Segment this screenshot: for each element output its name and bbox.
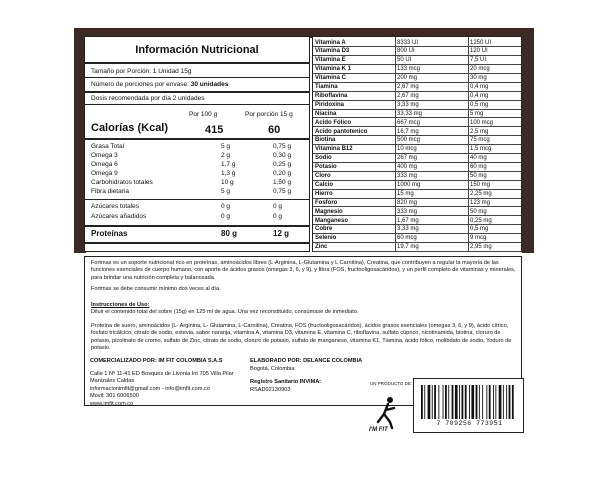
vitamin-row	[313, 226, 521, 234]
vitamin-name: Sodio	[315, 155, 332, 162]
barcode-bar	[506, 385, 507, 419]
vitamin-100g: 60 mcg	[397, 235, 417, 242]
vitamin-100g: 3,33 mg	[397, 226, 419, 233]
vitamin-portion: 50 mg	[470, 208, 487, 215]
vitamin-name: Potasio	[315, 164, 337, 171]
product-of-label: UN PRODUCTO DE:	[370, 381, 413, 386]
barcode-bar	[432, 385, 433, 419]
barcode-icon	[420, 385, 518, 419]
nutrient-portion: 0,25 g	[273, 161, 292, 168]
vitamin-row	[313, 155, 521, 163]
vitamin-portion: 20 mcg	[470, 66, 490, 73]
vitamin-100g: 133 mcg	[397, 66, 421, 73]
vitamin-name: Vitamina C	[315, 75, 346, 82]
divider	[85, 91, 309, 93]
vitamin-name: Vitamina E	[315, 57, 346, 64]
vitamin-100g: 2,67 mg	[397, 84, 419, 90]
vitamin-100g: 2,67 mg	[397, 92, 419, 99]
nutrient-row	[91, 143, 305, 152]
vitamin-name: Vitamina A	[315, 39, 346, 46]
barcode-bar	[459, 385, 460, 419]
vitamin-100g: 19,7 mg	[397, 244, 419, 251]
vitamin-portion: 1,5 mcg	[470, 146, 492, 153]
servings-label: Número de porciones por envase:	[91, 81, 191, 88]
product-description: Fortmax es un soporte nutricional rico en proteínas, aminoácidos libres (L-Arginina, L-Glutamina y L Carnitina), Creatina, que contribuyen a regular la mayoría de las funciones esenciales de cuerpo humano, con aporte de ácidos grasos (omegas 3, 6, y 9), y fibra (FOS, fructooligosacáridos), y un perfil completo de vitaminas y minerales, para brindar una nutrición completa y balanceada.	[91, 260, 516, 281]
vitamin-portion: 123 mg	[470, 199, 491, 206]
servings-value: 30 unidades	[190, 81, 229, 88]
barcode-bar	[455, 385, 458, 419]
sugar-portion: 0 g	[273, 203, 283, 210]
sugar-100g: 0 g	[221, 213, 231, 220]
sugar-name: Azúcares totales	[91, 203, 140, 210]
nutrient-name: Omega 9	[91, 170, 118, 177]
vitamin-name: Vitamina D3	[315, 48, 350, 55]
protein-row	[91, 229, 305, 238]
barcode-bar	[445, 385, 447, 419]
barcode-bar	[462, 385, 464, 419]
divider	[85, 242, 309, 244]
barcode-bar	[469, 385, 470, 419]
vitamin-100g: 15 mg	[397, 190, 414, 197]
vitamin-100g: 8333 UI	[397, 39, 419, 46]
nutrient-name: Fibra dietaria	[91, 188, 129, 195]
vitamin-row	[313, 84, 521, 92]
vitamin-row	[313, 39, 521, 47]
registry-value: RSAD02130903	[250, 386, 291, 393]
elaborated-by: ELABORADO POR: DELANCE COLOMBIA	[250, 358, 363, 364]
vitamin-100g: 267 mg	[397, 155, 418, 162]
nutrient-100g: 2 g	[221, 152, 231, 159]
vitamin-portion: 120 UI	[470, 48, 488, 55]
vitamin-name: Selenio	[315, 235, 337, 242]
sugar-portion: 0 g	[273, 213, 283, 220]
vitamin-name: Piridoxina	[315, 101, 345, 108]
nutrient-100g: 10 g	[221, 179, 234, 186]
barcode-bar	[465, 385, 467, 419]
vitamin-name: Zinc	[315, 244, 328, 251]
manufacturer-block	[250, 358, 370, 394]
nutrient-100g: 5 g	[221, 188, 231, 195]
vitamin-100g: 400 mg	[397, 164, 418, 171]
servings-per-container	[91, 81, 228, 88]
col-header-portion: Por porción 15 g	[245, 111, 293, 118]
vitamin-row	[313, 48, 521, 56]
vitamin-row	[313, 235, 521, 243]
vitamin-name: Acido pantotenico	[315, 128, 368, 135]
protein-portion: 12 g	[273, 229, 290, 238]
nutrient-portion: 0,30 g	[273, 152, 292, 159]
nutrient-portion: 0,20 g	[273, 170, 292, 177]
vitamin-name: Acido Fólico	[315, 119, 351, 126]
calories-100g: 415	[205, 124, 224, 136]
vitamin-name: Vitamina B12	[315, 146, 353, 153]
website-line: www.imfit.com.co	[90, 400, 134, 407]
vitamin-100g: 16,7 mg	[397, 128, 419, 135]
nutrient-100g: 1,3 g	[221, 170, 236, 177]
vitamin-row	[313, 217, 521, 225]
barcode-bar	[452, 385, 454, 419]
vitamin-row	[313, 164, 521, 172]
nutrient-portion: 0,75 g	[273, 143, 292, 150]
vitamin-portion: 0,5 mg	[470, 226, 489, 233]
vitamin-portion: 150 mg	[470, 181, 491, 188]
barcode-bar	[482, 385, 483, 419]
vitamin-row	[313, 92, 521, 100]
vitamin-portion: 40 mg	[470, 155, 487, 162]
barcode-bar	[512, 385, 514, 419]
vitamin-100g: 500 mcg	[397, 137, 421, 144]
divider	[85, 225, 309, 227]
vitamin-portion: 60 mg	[470, 164, 487, 171]
vitamin-portion: 0,25 mg	[470, 217, 492, 224]
barcode-bar	[424, 385, 425, 419]
ingredients-text: Proteína de suero, aminoácidos (L- Arginina, L- Glutamina, L-Carnitina), Creatina, FOS (fructooligosacáridos), ácidos grasos esenciales (omegas 3, 6, y 9), ácido cítrico, fosfato tricálcico, citrato de sodio, estevia, sabor naranja, vitamina A, vitamina D3, vitamina E, vitamina C, riboflavina, sulfato cúprico, nicotinamida, biotina, cloruro de potasio, picolinato de cromo, sulfato de Zinc, citrato de sodio, cloruro de potasio, sulfato de manganeso, vitamina K1, Tiamina, ácido fólico, molibdato de sodio, Yoduro de potasio.	[91, 323, 512, 351]
vitamin-name: Cloro	[315, 173, 331, 179]
address-line: Manizales Caldas	[90, 378, 135, 385]
commercializer-block	[90, 358, 270, 408]
barcode-bar	[421, 385, 423, 419]
vitamin-row	[313, 199, 521, 207]
sugar-100g: 0 g	[221, 203, 231, 210]
nutrient-100g: 1,7 g	[221, 161, 236, 168]
sugar-name: Azúcares añadidos	[91, 213, 147, 220]
nutrient-name: Omega 3	[91, 152, 118, 159]
barcode-bar	[443, 385, 444, 419]
vitamin-portion: 7,5 UI	[470, 57, 487, 64]
vitamin-100g: 820 mg	[397, 199, 418, 206]
nutrient-row	[91, 170, 305, 179]
sugar-row	[91, 203, 305, 212]
brand-logo-icon	[366, 392, 406, 432]
barcode-bar	[434, 385, 436, 419]
vitamin-row	[313, 146, 521, 154]
vitamin-100g: 667 mcg	[397, 119, 421, 126]
vitamin-100g: 333 mg	[397, 173, 418, 179]
sugar-row	[91, 213, 305, 222]
vitamin-portion: 2,25 mg	[470, 190, 492, 197]
protein-100g: 80 g	[221, 229, 238, 238]
barcode-bar	[438, 385, 439, 419]
instructions-text: Diluir el contenido total del sobre (15g) en 125 ml de agua. Una vez reconstituido, consúmase de inmediato.	[91, 309, 359, 315]
vitamin-portion: 2,5 mg	[470, 128, 489, 135]
nutrient-name: Grasa Total	[91, 143, 125, 150]
nutrient-name: Omega 6	[91, 161, 118, 168]
vitamin-name: Cobre	[315, 226, 333, 233]
vitamin-row	[313, 173, 521, 181]
divider	[85, 62, 309, 64]
vitamin-row	[313, 128, 521, 136]
vitamin-100g: 333 mg	[397, 208, 418, 215]
registry-label: Registro Sanitario INVIMA:	[250, 379, 322, 386]
vitamin-row	[313, 66, 521, 74]
vitamin-portion: 100 mcg	[470, 119, 494, 126]
calories-portion: 60	[268, 124, 281, 136]
vitamin-100g: 33,33 mg	[397, 110, 423, 117]
instructions-title: Instrucciones de Uso:	[91, 302, 150, 308]
vitamin-row	[313, 181, 521, 189]
vitamin-row	[313, 190, 521, 198]
barcode-bar	[476, 385, 478, 419]
calories-label: Calorías (Kcal)	[91, 122, 169, 134]
vitamin-portion: 50 mg	[470, 173, 487, 179]
vitamin-name: Vitamina K 1	[315, 66, 351, 73]
commercialized-by: COMERCIALIZADO POR: IM FIT COLOMBIA S.A.S	[90, 358, 223, 364]
vitamin-portion: 1250 UI	[470, 39, 492, 46]
vitamin-100g: 50 UI	[397, 57, 412, 64]
nutrient-row	[91, 152, 305, 161]
barcode-bar	[509, 385, 511, 419]
email-line: informacionimfit@gmail.com - info@imfit.com.co	[90, 385, 210, 392]
barcode-bar	[486, 385, 487, 419]
nutrient-portion: 1,50 g	[273, 179, 292, 186]
divider	[85, 104, 309, 105]
vitamin-row	[313, 110, 521, 118]
vitamin-name: Calcio	[315, 181, 334, 188]
protein-name: Proteínas	[91, 229, 128, 238]
serving-size: Tamaño por Porción: 1 Unidad 15g	[91, 68, 192, 75]
vitamin-row	[313, 137, 521, 145]
vitamin-portion: 2,95 mg	[470, 244, 492, 251]
vitamin-name: Fosforo	[315, 199, 338, 206]
nutrient-portion: 0,75 g	[273, 188, 292, 195]
vitamin-portion: 0,4 mg	[470, 84, 489, 90]
barcode-bar	[428, 385, 431, 419]
vitamin-name: Magnesio	[315, 208, 343, 215]
consumption-warning: Fortmax se debe consumir mínimo dos veces al día.	[91, 286, 221, 292]
vitamin-row	[313, 244, 521, 252]
vitamin-portion: 5 mg	[470, 110, 484, 117]
vitamin-100g: 1,67 mg	[397, 217, 419, 224]
vitamin-portion: 0,4 mg	[470, 92, 489, 99]
brand-name: I'M FIT	[369, 427, 388, 433]
vitamin-row	[313, 57, 521, 65]
nutrient-row	[91, 161, 305, 170]
barcode-box	[413, 378, 524, 433]
vitamin-name: Manganeso	[315, 217, 349, 224]
divider	[85, 138, 309, 140]
vitamin-100g: 1000 mg	[397, 181, 421, 188]
barcode-bar	[471, 385, 474, 419]
barcode-bar	[489, 385, 491, 419]
divider	[85, 77, 309, 78]
barcode-bar	[503, 385, 504, 419]
vitamin-100g: 800 UI	[397, 48, 415, 55]
phone-line: Movil: 301 6006500	[90, 393, 139, 400]
elaborated-city: Bogotá, Colombia	[250, 365, 295, 372]
vitamin-portion: 30 mg	[470, 75, 487, 82]
vitamin-100g: 3,33 mg	[397, 101, 419, 108]
vitamin-name: Niacina	[315, 110, 337, 117]
barcode-bar	[479, 385, 480, 419]
barcode-bar	[495, 385, 496, 419]
vitamin-name: Tiamina	[315, 84, 338, 90]
vitamin-portion: 0,5 mg	[470, 101, 489, 108]
vitamin-row	[313, 75, 521, 83]
vitamin-100g: 10 mcg	[397, 146, 417, 153]
vitamin-portion: 75 mcg	[470, 137, 490, 144]
vitamin-100g: 200 mg	[397, 75, 418, 82]
nutrient-row	[91, 179, 305, 188]
divider	[85, 199, 309, 200]
vitamin-name: Hierro	[315, 190, 333, 197]
barcode-bar	[499, 385, 502, 419]
vitamin-portion: 9 mcg	[470, 235, 487, 242]
nutrition-title: Información Nutricional	[135, 44, 259, 56]
nutrient-100g: 5 g	[221, 143, 231, 150]
vitamin-row	[313, 119, 521, 127]
nutrient-name: Carbohidratos totales	[91, 179, 153, 186]
address-line: Calle 1 Nº 11-41 ED Bosques de Livonia Int 705 Villa Pilar	[90, 370, 234, 377]
barcode-bar	[493, 385, 494, 419]
vitamin-name: Biotina	[315, 137, 336, 144]
right-band	[522, 28, 534, 253]
barcode-bar	[448, 385, 449, 419]
vitamins-table	[312, 36, 522, 252]
vitamin-name: Riboflavina	[315, 92, 348, 99]
nutrition-facts-panel	[84, 36, 310, 252]
vitamin-row	[313, 101, 521, 109]
col-header-100g: Por 100 g	[189, 111, 218, 118]
barcode-number: 7 709256 773951	[436, 420, 503, 427]
vitamin-row	[313, 208, 521, 216]
daily-dose: Dosis recomendada por día 2 unidades	[91, 95, 205, 102]
nutrient-row	[91, 188, 305, 197]
